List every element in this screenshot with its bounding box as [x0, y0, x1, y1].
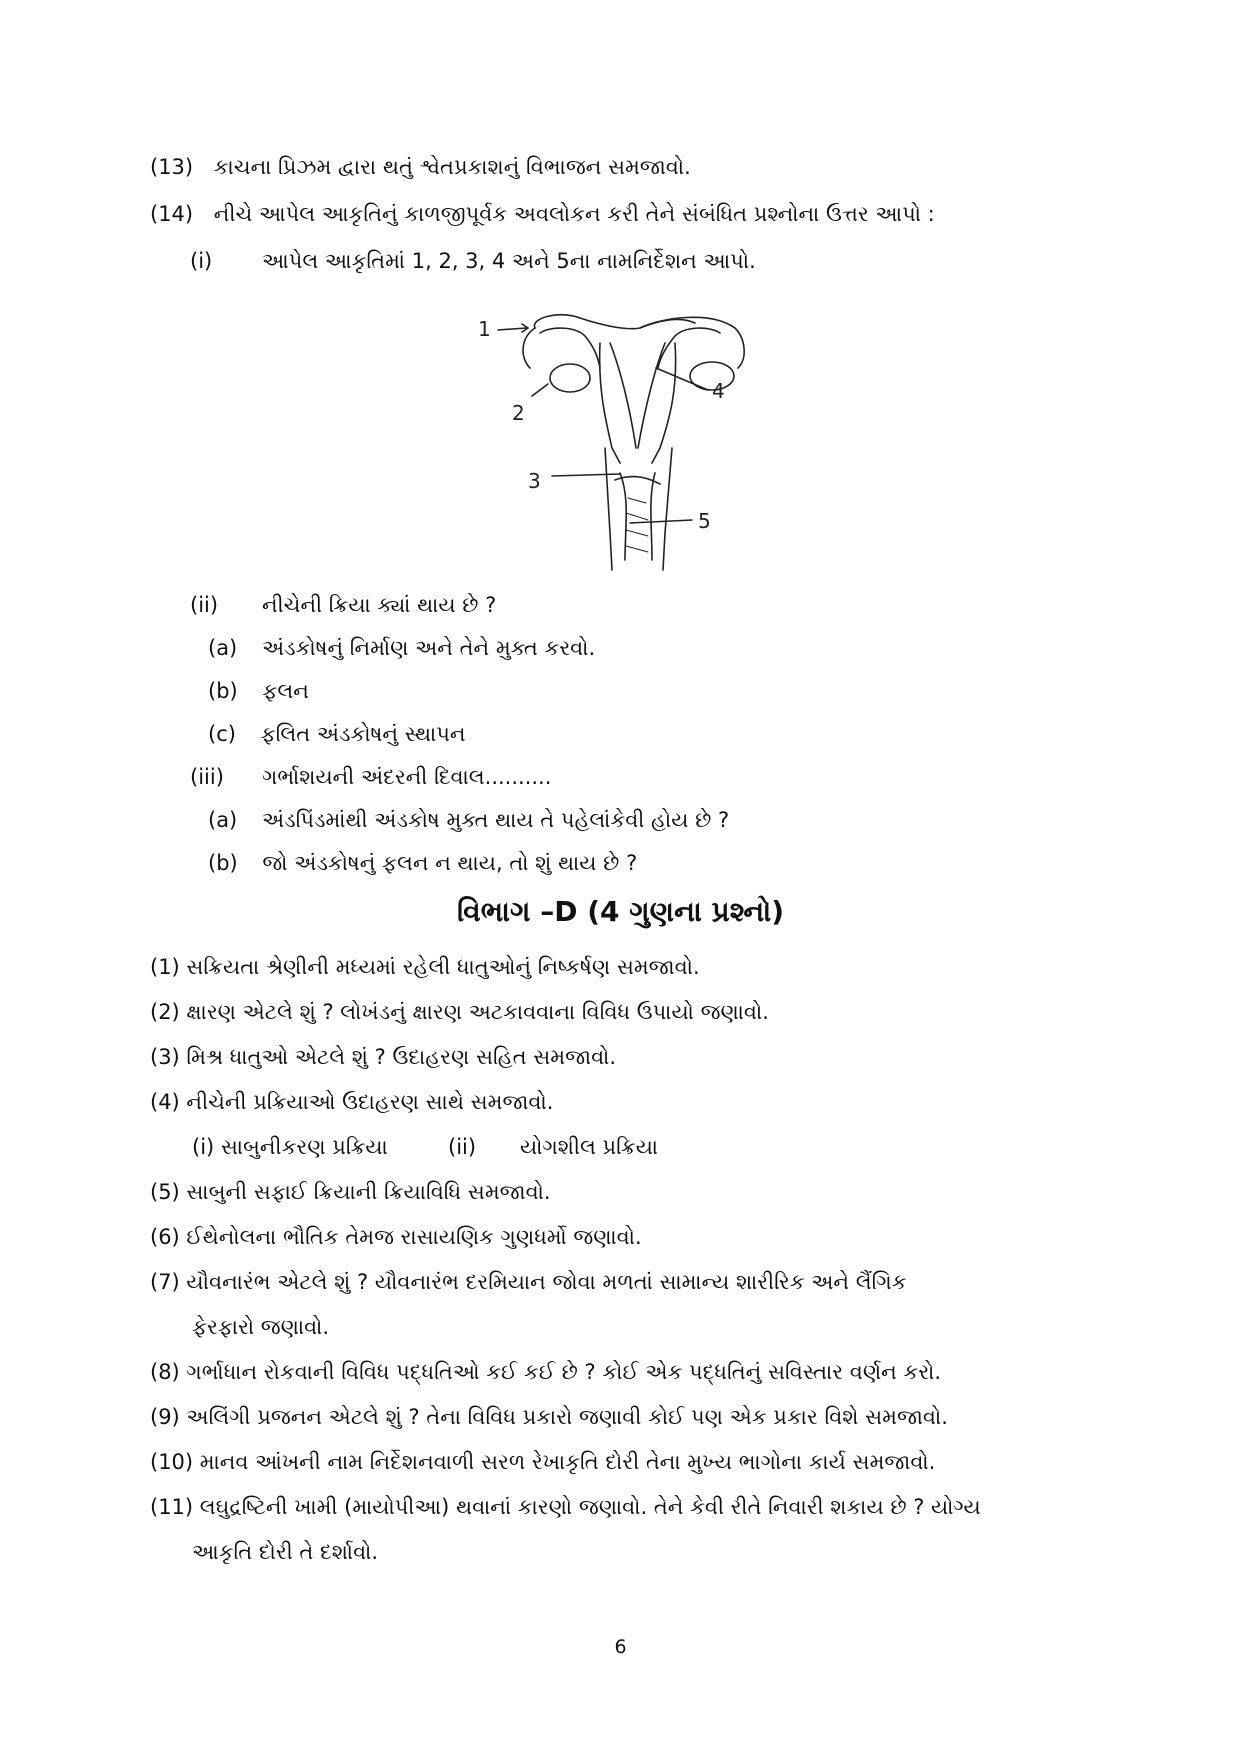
q14-part-ii — [190, 593, 218, 617]
question-number: (13) — [150, 155, 194, 179]
figure-label-2: 2 — [512, 401, 525, 425]
section-d-question: (8) ગર્ભાધાન રોકવાની વિવિધ પદ્ધતિઓ કઈ કઈ છે ? કોઈ એક પદ્ધતિનું સવિસ્તાર વર્ણન કરો. — [150, 1360, 942, 1384]
item-label: (b) — [208, 851, 238, 875]
question-text: નીચે આપેલ આકૃતિનું કાળજીપૂર્વક અવલોકન કરી તેને સંબંધિત પ્રશ્નોના ઉત્તર આપો : — [213, 202, 935, 226]
item-text: ફલન — [262, 679, 309, 703]
q4-option-i: (i) સાબુનીકરણ પ્રક્રિયા — [192, 1135, 388, 1159]
q14-iii-b — [208, 851, 637, 876]
item-label: (b) — [208, 679, 238, 703]
question-text: કાચના પ્રિઝમ દ્વારા થતું શ્વેતપ્રકાશનું વિભાજન સમજાવો. — [213, 155, 691, 179]
section-d-question: (5) સાબુની સફાઈ ક્રિયાની ક્રિયાવિધિ સમજાવો. — [150, 1180, 551, 1204]
figure-label-5: 5 — [698, 509, 711, 533]
part-label: (iii) — [190, 765, 224, 789]
section-d-question: (1) સક્રિયતા શ્રેણીની મધ્યમાં રહેલી ધાતુઓનું નિષ્કર્ષણ સમજાવો. — [150, 955, 700, 979]
q14-ii-c — [208, 722, 466, 747]
question-14 — [150, 202, 935, 227]
section-d-heading: વિભાગ –D (4 ગુણના પ્રશ્નો) — [456, 895, 785, 928]
section-d-question: (6) ઈથેનોલના ભૌતિક તેમજ રાસાયણિક ગુણધર્મો જણાવો. — [150, 1225, 642, 1249]
question-13 — [150, 155, 691, 180]
q14-part-ii-text: નીચેની ક્રિયા ક્યાં થાય છે ? — [262, 593, 497, 617]
figure-label-3: 3 — [528, 469, 541, 493]
item-label: (a) — [208, 808, 238, 832]
question-number: (14) — [150, 202, 194, 226]
q4-option-ii-text: યોગશીલ પ્રક્રિયા — [520, 1135, 659, 1159]
section-d-question: (10) માનવ આંખની નામ નિર્દેશનવાળી સરળ રેખાકૃતિ દોરી તેના મુખ્ય ભાગોના કાર્ય સમજાવો. — [150, 1450, 936, 1474]
section-d-question: (4) નીચેની પ્રક્રિયાઓ ઉદાહરણ સાથે સમજાવો. — [150, 1090, 554, 1114]
page-number: 6 — [614, 1636, 627, 1658]
q14-part-iii-text: ગર્ભાશયની અંદરની દિવાલ.......... — [262, 765, 552, 789]
section-d-question-continued: ફેરફારો જણાવો. — [192, 1315, 330, 1339]
item-label: (c) — [208, 722, 236, 746]
q14-ii-a — [208, 636, 595, 661]
q14-part-iii — [190, 765, 224, 789]
item-text: ફલિત અંડકોષનું સ્થાપન — [260, 722, 466, 746]
q14-iii-a — [208, 808, 729, 833]
q14-ii-b — [208, 679, 309, 704]
q4-option-ii-label: (ii) — [448, 1135, 477, 1159]
part-label: (ii) — [190, 593, 219, 617]
item-text: અંડપિંડમાંથી અંડકોષ મુક્ત થાય તે પહેલાંકેવી હોય છે ? — [261, 808, 730, 832]
part-label: (i) — [190, 249, 213, 273]
item-label: (a) — [208, 636, 238, 660]
q14-part-i — [190, 249, 212, 273]
female-reproductive-system-diagram — [460, 298, 780, 588]
figure-label-1: 1 — [478, 317, 491, 341]
item-text: અંડકોષનું નિર્માણ અને તેને મુક્ત કરવો. — [261, 636, 596, 660]
section-d-question-continued: આકૃતિ દોરી તે દર્શાવો. — [192, 1540, 379, 1564]
item-text: જો અંડકોષનું ફલન ન થાય, તો શું થાય છે ? — [262, 851, 638, 875]
section-d-question: (9) અલિંગી પ્રજનન એટલે શું ? તેના વિવિધ પ્રકારો જણાવી કોઈ પણ એક પ્રકાર વિશે સમજાવો. — [150, 1405, 948, 1429]
section-d-question: (3) મિશ્ર ધાતુઓ એટલે શું ? ઉદાહરણ સહિત સમજાવો. — [150, 1045, 617, 1069]
figure-label-4: 4 — [712, 379, 725, 403]
section-d-question: (2) ક્ષારણ એટલે શું ? લોખંડનું ક્ષારણ અટકાવવાના વિવિધ ઉપાયો જણાવો. — [150, 1000, 769, 1024]
section-d-question: (11) લઘુદ્રષ્ટિની ખામી (માયોપીઆ) થવાનાં કારણો જણાવો. તેને કેવી રીતે નિવારી શકાય છે ? યોગ્ય — [150, 1495, 981, 1519]
section-d-question: (7) યૌવનારંભ એટલે શું ? યૌવનારંભ દરમિયાન જોવા મળતાં સામાન્ય શારીરિક અને લૈંગિક — [150, 1270, 907, 1294]
q14-part-i-text: આપેલ આકૃતિમાં 1, 2, 3, 4 અને 5ના નામનિર્દેશન આપો. — [262, 249, 756, 273]
